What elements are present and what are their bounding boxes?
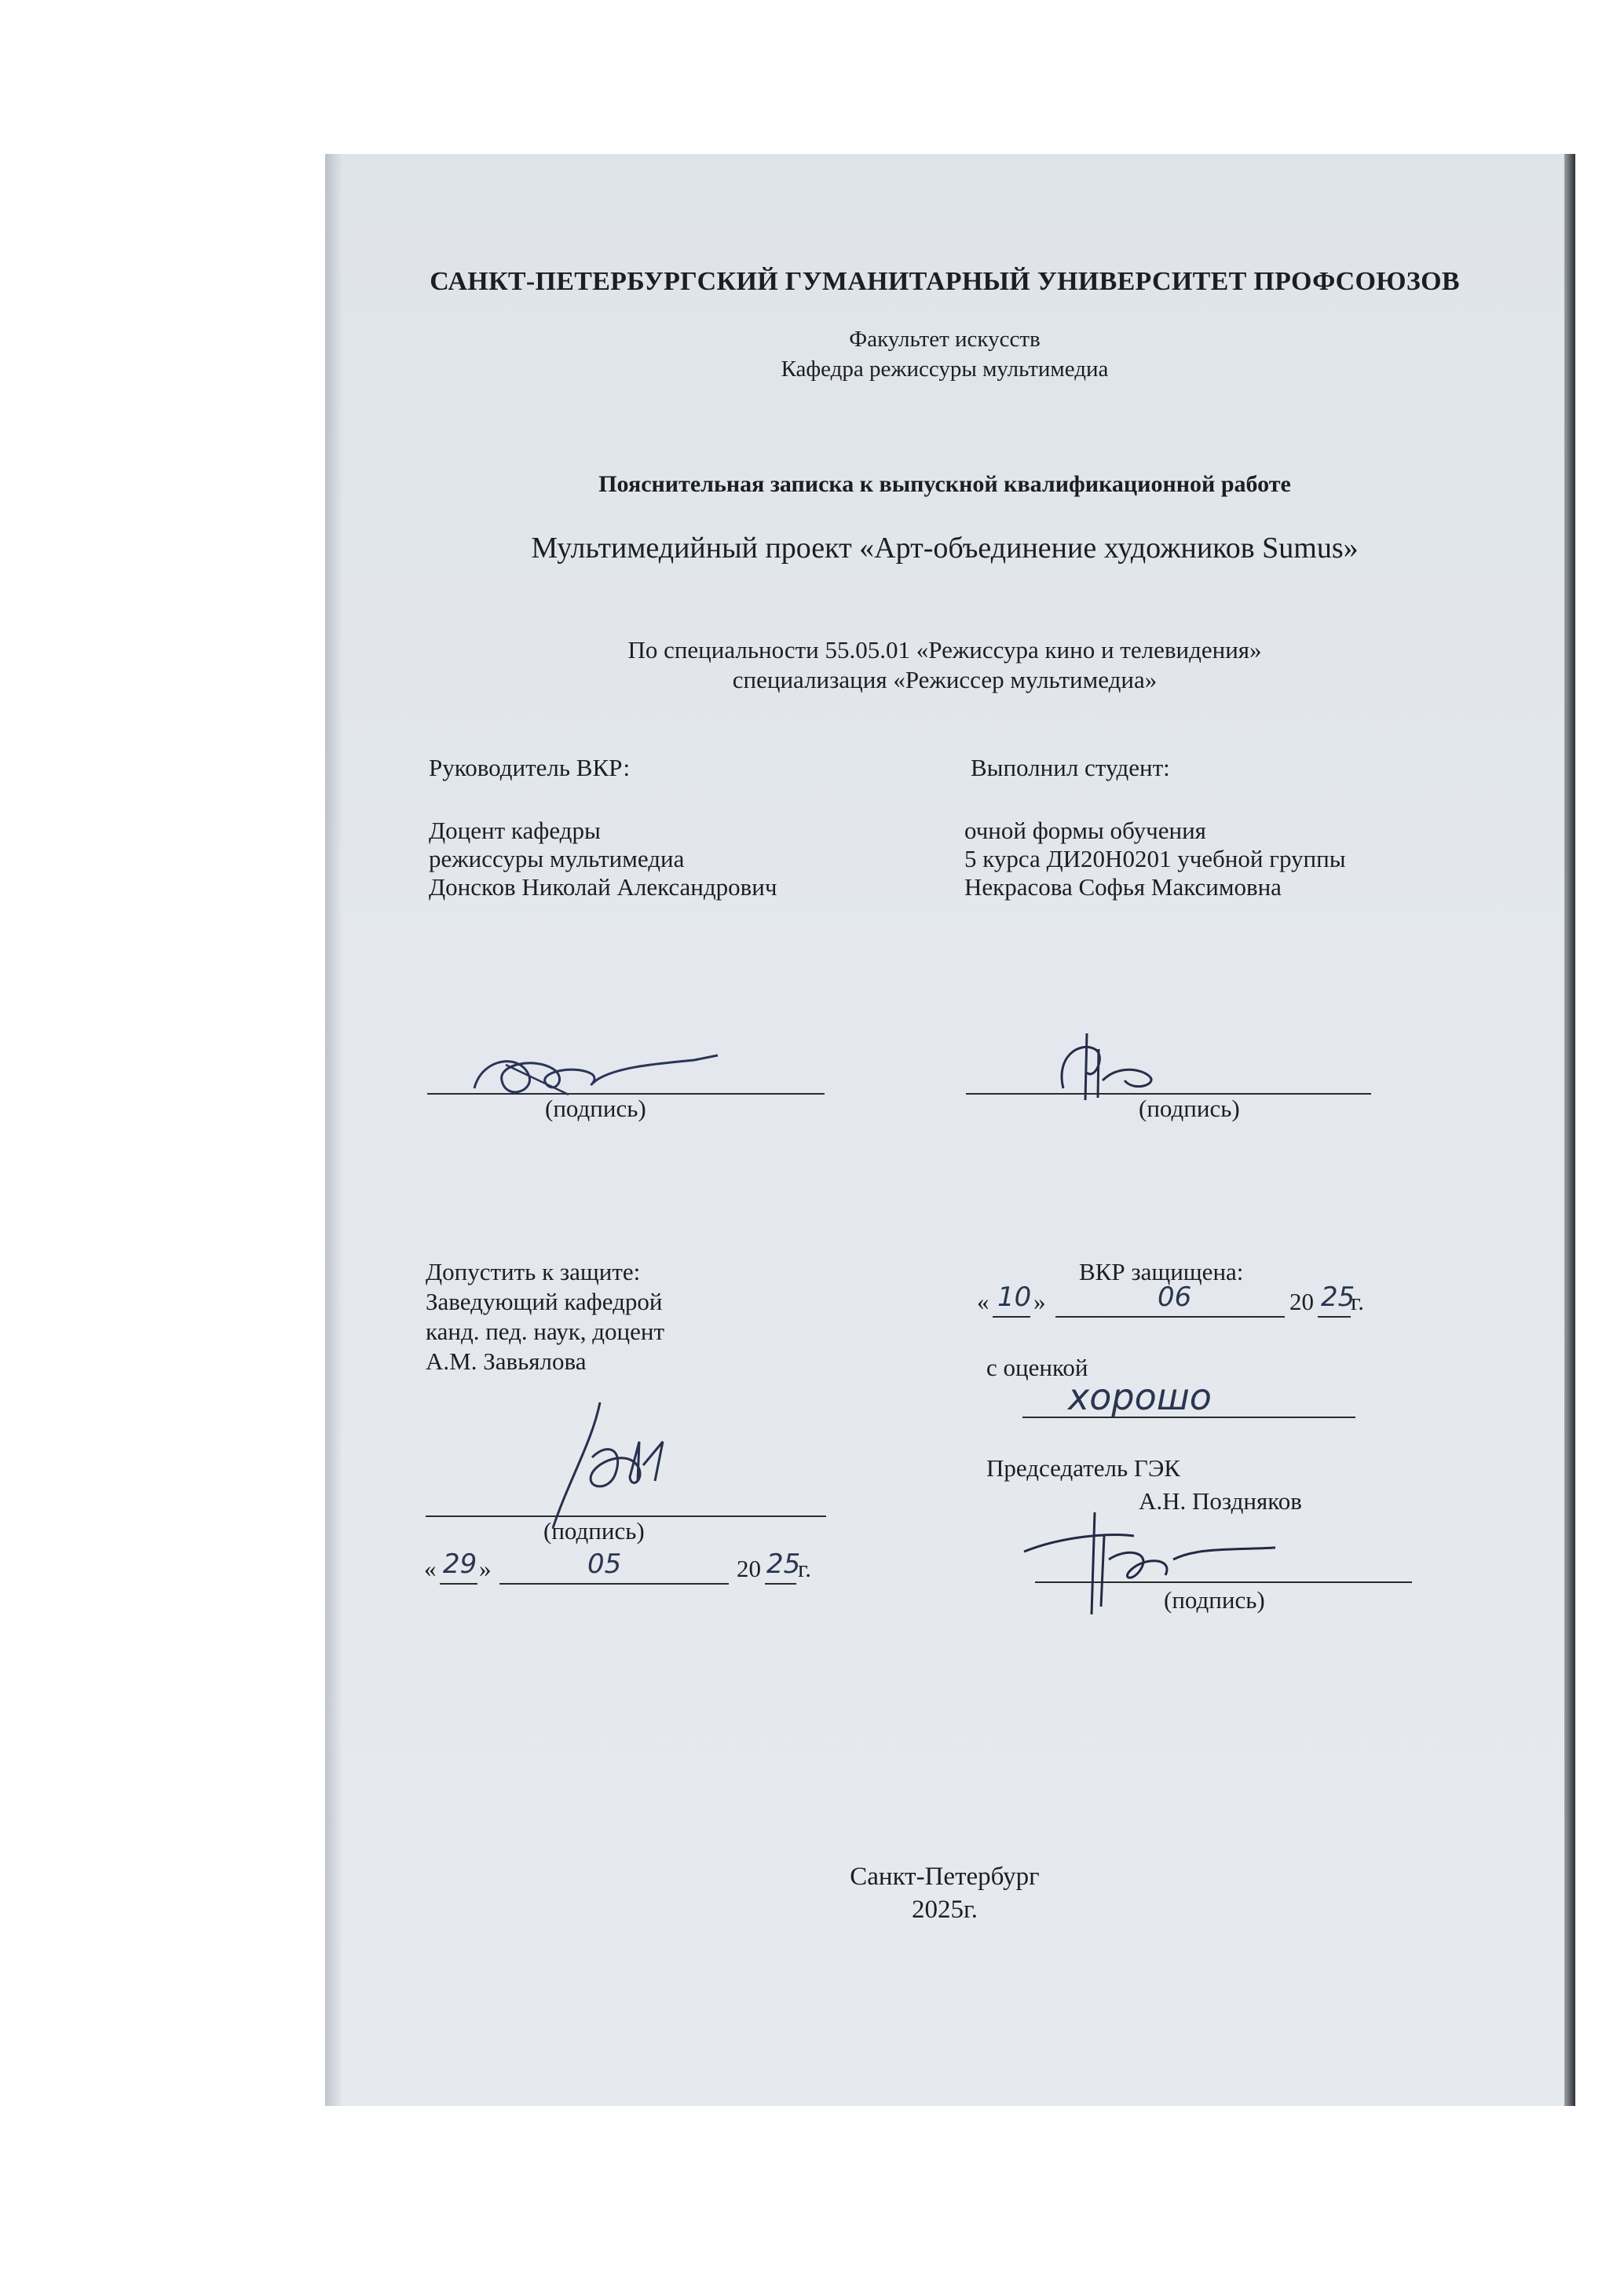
admission-day-line — [440, 1583, 477, 1585]
defense-grade-label: с оценкой — [986, 1354, 1088, 1381]
admission-year-line — [765, 1583, 796, 1585]
year: 2025г. — [911, 1896, 978, 1924]
defense-grade-line — [1022, 1417, 1355, 1418]
specialization-line: специализация «Режиссер мультимедиа» — [732, 666, 1158, 693]
student-heading: Выполнил студент: — [971, 754, 1170, 781]
supervisor-position: Доцент кафедры — [429, 817, 601, 844]
project-title: Мультимедийный проект «Арт-объединение художников Sumus» — [531, 532, 1359, 565]
student-name: Некрасова Софья Максимовна — [964, 873, 1282, 901]
chair-signature-caption: (подпись) — [1164, 1586, 1265, 1614]
document-photo — [325, 154, 1575, 2106]
page-edge — [1564, 154, 1575, 2106]
defense-date-day: 10 — [997, 1281, 1032, 1313]
supervisor-name: Донсков Николай Александрович — [429, 873, 777, 901]
defense-year-suffix: 25 — [1321, 1281, 1355, 1313]
supervisor-heading: Руководитель ВКР: — [429, 754, 631, 781]
university-name: САНКТ-ПЕТЕРБУРГСКИЙ ГУМАНИТАРНЫЙ УНИВЕРСИТЕТ ПРОФСОЮЗОВ — [430, 267, 1460, 296]
department-name: Кафедра режиссуры мультимедиа — [781, 356, 1109, 382]
admission-year-end: г. — [798, 1555, 811, 1582]
defense-month-line — [1055, 1316, 1285, 1318]
specialty-line: По специальности 55.05.01 «Режиссура кино и телевидения» — [627, 636, 1262, 664]
defense-year-prefix: 20 — [1289, 1288, 1314, 1315]
defense-date-close-quote: » — [1033, 1288, 1046, 1315]
city: Санкт-Петербург — [850, 1863, 1040, 1891]
student-study-form: очной формы обучения — [964, 817, 1206, 844]
admission-heading: Допустить к защите: — [426, 1258, 641, 1285]
admission-date-open-quote: « — [424, 1555, 437, 1582]
admission-date-day: 29 — [443, 1548, 477, 1580]
admission-month-line — [499, 1583, 729, 1585]
faculty-name: Факультет искусств — [849, 327, 1041, 352]
defense-year-line — [1318, 1316, 1351, 1318]
admission-date-close-quote: » — [479, 1555, 492, 1582]
chair-title: Председатель ГЭК — [986, 1454, 1180, 1482]
defense-day-line — [993, 1316, 1030, 1318]
page-shadow — [325, 154, 342, 2106]
student-group: 5 курса ДИ20Н0201 учебной группы — [964, 845, 1346, 872]
defense-grade-value: хорошо — [1068, 1376, 1212, 1418]
defense-heading: ВКР защищена: — [1079, 1258, 1244, 1285]
document-title: Пояснительная записка к выпускной квалификационной работе — [598, 471, 1291, 497]
admission-signature-caption: (подпись) — [543, 1517, 645, 1545]
admission-year-prefix: 20 — [737, 1555, 761, 1582]
student-signature-caption: (подпись) — [1139, 1095, 1240, 1122]
admission-name: А.М. Завьялова — [426, 1347, 587, 1375]
defense-year-end: г. — [1351, 1288, 1364, 1315]
chair-name: А.Н. Поздняков — [1139, 1487, 1302, 1515]
supervisor-signature-caption: (подпись) — [545, 1095, 646, 1122]
admission-degree: канд. пед. наук, доцент — [426, 1318, 665, 1345]
admission-position: Заведующий кафедрой — [426, 1288, 663, 1315]
supervisor-department: режиссуры мультимедиа — [429, 845, 685, 872]
admission-date-month: 05 — [587, 1548, 622, 1580]
defense-date-month: 06 — [1158, 1281, 1192, 1313]
defense-date-open-quote: « — [977, 1288, 989, 1315]
admission-signature — [537, 1395, 694, 1536]
admission-year-suffix: 25 — [766, 1548, 801, 1580]
